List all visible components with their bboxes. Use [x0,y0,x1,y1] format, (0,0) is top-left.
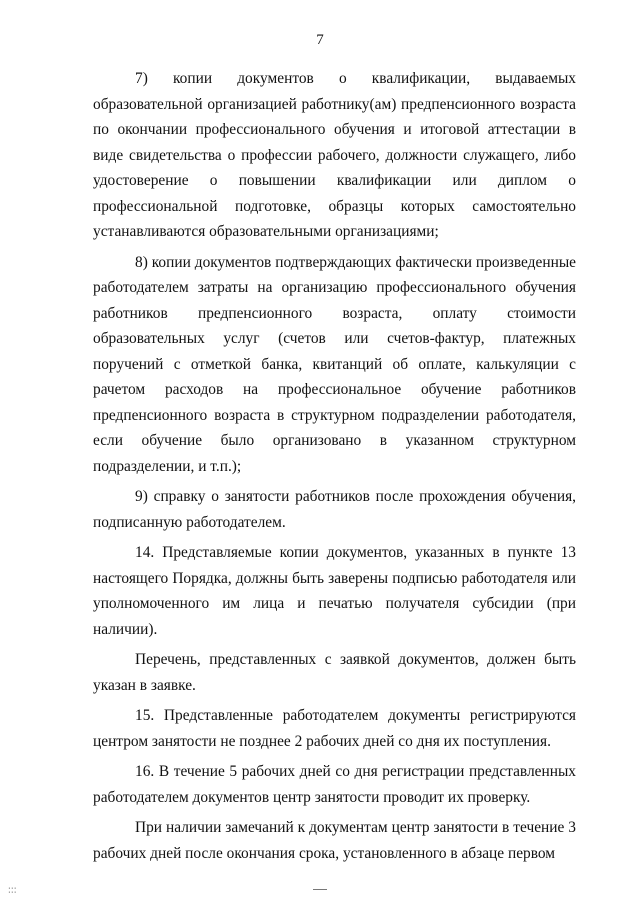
paragraph-item-7: 7) копии документов о квалификации, выдаваемых образовательной организацией работнику(ам) предпенсионного возраста по окончании профессионального обучения и итоговой аттестации в виде свидетельства о профессии рабочего, должности служащего, либо удостоверение о повышении квалификации или диплом о профессиональной подготовке, образцы которых самостоятельно устанавливаются образовательными организациями; [93,70,576,240]
scan-mark: ∶∶∶ [8,884,17,897]
paragraph-clause-15: 15. Представленные работодателем документы регистрируются центром занятости не позднее 2 рабочих дней со дня их поступления. [93,707,576,750]
paragraph-document-list-note: Перечень, представленных с заявкой документов, должен быть указан в заявке. [93,651,576,694]
paragraph-item-9: 9) справку о занятости работников после прохождения обучения, подписанную работодателем. [93,488,576,531]
page-number: 7 [316,32,324,48]
paragraph-item-8: 8) копии документов подтверждающих фактически произведенные работодателем затраты на организацию профессионального обучения работников предпенсионного возраста, оплату стоимости образовательных услуг (счетов или счетов-фактур, платежных поручений с отметкой банка, квитанций об оплате, калькуляции с рачетом расходов на профессиональное обучение работников предпенсионного возраста в структурном подразделении работодателя, если обучение было организовано в указанном структурном подразделении, и т.п.); [93,253,576,475]
footer-rule [313,889,327,890]
document-body [93,66,576,866]
paragraph-clause-16: 16. В течение 5 рабочих дней со дня регистрации представленных работодателем документов центр занятости проводит их проверку. [93,763,576,806]
paragraph-clause-14: 14. Представляемые копии документов, указанных в пункте 13 настоящего Порядка, должны быть заверены подписью работодателя или уполномоченного им лица и печатью получателя субсидии (при наличии). [93,544,576,638]
paragraph-remarks: При наличии замечаний к документам центр занятости в течение 3 рабочих дней после окончания срока, установленного в абзаце первом [93,819,576,862]
